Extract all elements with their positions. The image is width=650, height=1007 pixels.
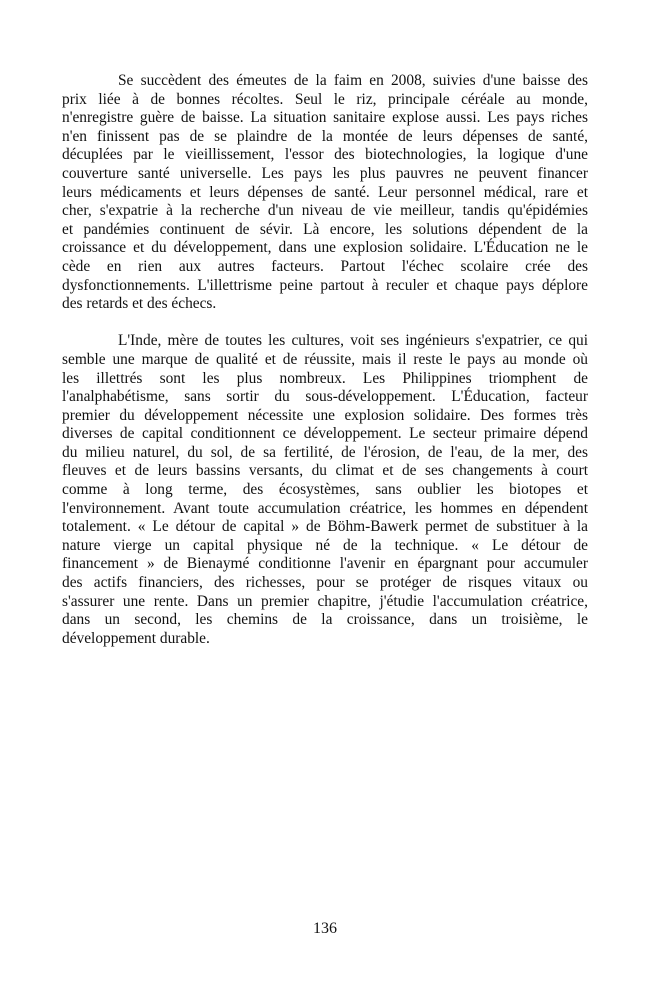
text-line: des actifs financiers, des richesses, pour se protéger de risques vitaux ou: [62, 574, 588, 592]
page-number: 136: [313, 920, 337, 937]
text-line: Se succèdent des émeutes de la faim en 2008, suivies d'une baisse des: [118, 72, 588, 89]
text-line: semble une marque de qualité et de réussite, mais il reste le pays au monde où: [62, 350, 588, 368]
text-line: décuplées par le vieillissement, l'essor des biotechnologies, la logique d'une: [62, 146, 588, 164]
text-line: développement durable.: [62, 629, 210, 647]
text-line: dysfonctionnements. L'illettrisme peine partout à reculer et chaque pays déplore: [62, 276, 588, 294]
text-line: s'assurer une rente. Dans un premier chapitre, j'étudie l'accumulation créatrice,: [62, 592, 588, 610]
text-line: leurs médicaments et leurs dépenses de santé. Leur personnel médical, rare et: [62, 183, 588, 201]
text-line: cher, s'expatrie à la recherche d'un niveau de vie meilleur, tandis qu'épidémies: [62, 202, 588, 220]
text-line: prix liée à de bonnes récoltes. Seul le riz, principale céréale au monde,: [62, 90, 588, 108]
text-line: couverture santé universelle. Les pays les plus pauvres ne peuvent financer: [62, 164, 588, 182]
text-line: des retards et des échecs.: [62, 295, 217, 313]
text-line: premier du développement nécessite une explosion solidaire. Des formes très: [62, 406, 588, 424]
text-line: dans un second, les chemins de la croissance, dans un troisième, le: [62, 611, 588, 629]
text-line: l'environnement. Avant toute accumulation créatrice, les hommes en dépendent: [62, 499, 588, 517]
text-line: n'en finissent pas de se plaindre de la montée de leurs dépenses de santé,: [62, 127, 588, 145]
paragraph: [62, 72, 588, 314]
text-line: comme à long terme, des écosystèmes, sans oublier les biotopes et: [62, 481, 588, 499]
text-line: fleuves et de leurs bassins versants, du climat et de ses changements à court: [62, 462, 588, 480]
text-line: n'enregistre guère de baisse. La situation sanitaire explose aussi. Les pays riches: [62, 109, 588, 127]
text-line: diverses de capital conditionnent ce développement. Le secteur primaire dépend: [62, 425, 588, 443]
text-line: financement » de Bienaymé conditionne l'avenir en épargnant pour accumuler: [62, 555, 588, 573]
text-line: et pandémies continuent de sévir. Là encore, les solutions dépendent de la: [62, 220, 588, 238]
text-line: cède en rien aux autres facteurs. Partout l'échec scolaire crée des: [62, 257, 588, 275]
page-body: [62, 72, 588, 648]
text-line: totalement. « Le détour de capital » de Böhm-Bawerk permet de substituer à la: [62, 518, 588, 536]
text-line: les illettrés sont les plus nombreux. Les Philippines triomphent de: [62, 369, 588, 387]
text-line: l'analphabétisme, sans sortir du sous-développement. L'Éducation, facteur: [62, 388, 588, 406]
text-line: du milieu naturel, du sol, de sa fertilité, de l'érosion, de l'eau, de la mer, des: [62, 443, 588, 461]
text-line: L'Inde, mère de toutes les cultures, voit ses ingénieurs s'expatrier, ce qui: [118, 332, 588, 350]
text-line: nature vierge un capital physique né de la technique. « Le détour de: [62, 536, 588, 554]
text-line: croissance et du développement, dans une explosion solidaire. L'Éducation ne le: [62, 239, 588, 257]
paragraph: [62, 332, 588, 648]
